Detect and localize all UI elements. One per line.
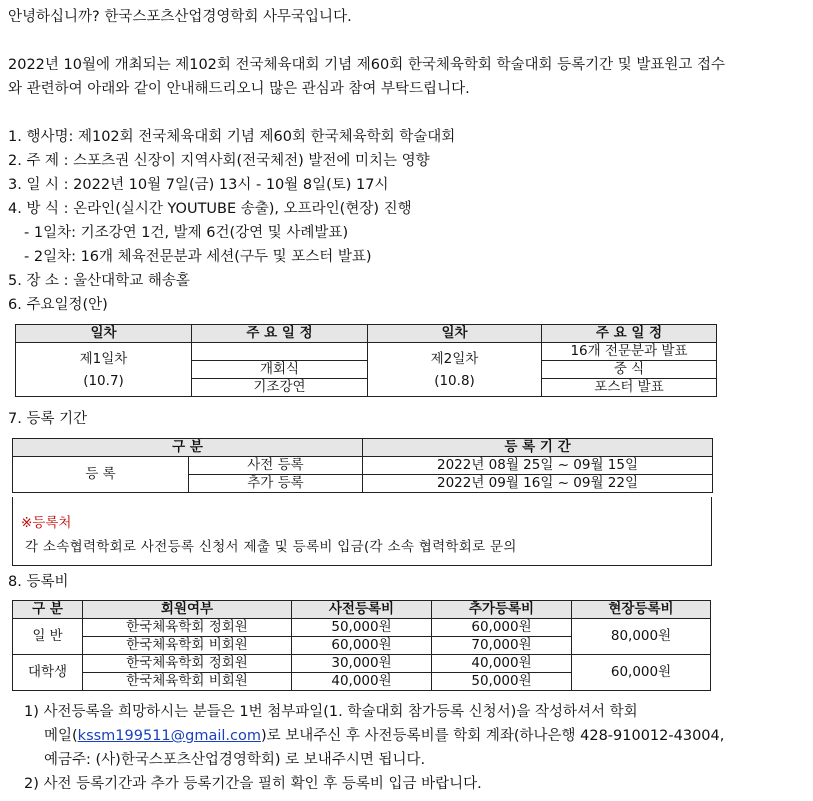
email-link[interactable]: kssm199511@gmail.com: [77, 728, 262, 744]
fee-student-onsite: 60,000원: [572, 655, 711, 691]
fee-additional: 40,000원: [432, 655, 572, 673]
fee-pre: 50,000원: [292, 619, 432, 637]
fee-member: 한국체육학회 비회원: [83, 673, 292, 691]
fee-header-additional: 추가등록비: [432, 601, 572, 619]
day2-date: (10.8): [434, 372, 475, 389]
fee-pre: 60,000원: [292, 637, 432, 655]
item-venue: 5. 장 소 : 울산대학교 해송홀: [8, 273, 190, 289]
additional-registration-period: 2022년 09월 16일 ~ 09월 22일: [363, 475, 713, 493]
additional-registration-label: 추가 등록: [189, 475, 363, 493]
registration-header-category: 구 분: [13, 439, 363, 457]
day1-label: 제1일차: [79, 350, 128, 367]
day2-cell: [368, 343, 542, 397]
schedule-header-events: 주 요 일 정: [542, 325, 717, 343]
footnote-1-line-1: 1) 사전등록을 희망하시는 분들은 1번 첨부파일(1. 학술대회 참가등록 신청서)을 작성하셔서 학회: [24, 704, 638, 720]
fee-member: 한국체육학회 정회원: [83, 655, 292, 673]
item-event: 1. 행사명: 제102회 전국체육대회 기념 제60회 한국체육학회 학술대회: [8, 129, 456, 145]
day2-event: 포스터 발표: [542, 379, 717, 397]
day2-label: 제2일차: [430, 350, 479, 367]
schedule-heading: 6. 주요일정(안): [8, 297, 108, 313]
item-method-day1: - 1일차: 기조강연 1건, 발제 6건(강연 및 사례발표): [24, 225, 349, 241]
fee-header-onsite: 현장등록비: [572, 601, 711, 619]
fee-table: [12, 600, 711, 691]
intro-line-1: 2022년 10월에 개최되는 제102회 전국체육대회 기념 제60회 한국체육학회 학술대회 등록기간 및 발표원고 접수: [8, 57, 726, 73]
schedule-header-day: 일차: [16, 325, 192, 343]
registration-note-title: ※등록처: [21, 515, 72, 531]
day2-event: 중 식: [542, 361, 717, 379]
fee-pre: 40,000원: [292, 673, 432, 691]
item-theme: 2. 주 제 : 스포츠권 신장이 지역사회(전국체전) 발전에 미치는 영향: [8, 153, 430, 169]
intro-line-2: 와 관련하여 아래와 같이 안내해드리오니 많은 관심과 참여 부탁드립니다.: [8, 81, 470, 97]
fee-additional: 70,000원: [432, 637, 572, 655]
fee-pre: 30,000원: [292, 655, 432, 673]
schedule-header-day: 일차: [368, 325, 542, 343]
fee-heading: 8. 등록비: [8, 574, 69, 590]
registration-header-period: 등 록 기 간: [363, 439, 713, 457]
footnote-1-text: 메일(: [44, 728, 78, 744]
fee-header-category: 구 분: [13, 601, 83, 619]
day1-cell: [16, 343, 192, 397]
day1-date: (10.7): [83, 372, 124, 389]
day1-event: 개회식: [192, 361, 368, 379]
registration-heading: 7. 등록 기간: [8, 411, 88, 427]
fee-student-label: 대학생: [13, 655, 83, 691]
registration-table: [12, 438, 713, 493]
fee-header-pre: 사전등록비: [292, 601, 432, 619]
footnote-1-line-2: [44, 726, 724, 746]
fee-header-membership: 회원여부: [83, 601, 292, 619]
footnote-2: 2) 사전 등록기간과 추가 등록기간을 필히 확인 후 등록비 입금 바랍니다.: [24, 776, 482, 792]
item-date: 3. 일 시 : 2022년 10월 7일(금) 13시 - 10월 8일(토) 17시: [8, 177, 389, 193]
registration-note-body: 각 소속협력학회로 사전등록 신청서 제출 및 등록비 입금(각 소속 협력학회로 문의: [25, 539, 517, 555]
fee-member: 한국체육학회 비회원: [83, 637, 292, 655]
day1-event: 기조강연: [192, 379, 368, 397]
day2-event: 16개 전문분과 발표: [542, 343, 717, 361]
fee-general-onsite: 80,000원: [572, 619, 711, 655]
greeting: 안녕하십니까? 한국스포츠산업경영학회 사무국입니다.: [8, 9, 352, 25]
fee-additional: 50,000원: [432, 673, 572, 691]
item-method-day2: - 2일차: 16개 체육전문분과 세션(구두 및 포스터 발표): [24, 249, 372, 265]
fee-additional: 60,000원: [432, 619, 572, 637]
footnote-1-text: )로 보내주신 후 사전등록비를 학회 계좌(하나은행 428-910012-43004,: [261, 728, 725, 744]
day1-event-empty: [192, 343, 368, 361]
registration-row-label: 등 록: [13, 457, 189, 493]
pre-registration-period: 2022년 08월 25일 ~ 09월 15일: [363, 457, 713, 475]
schedule-table: [15, 324, 717, 397]
registration-note-box: [12, 497, 712, 566]
fee-general-label: 일 반: [13, 619, 83, 655]
item-method: 4. 방 식 : 온라인(실시간 YOUTUBE 송출), 오프라인(현장) 진행: [8, 201, 412, 217]
schedule-header-events: 주 요 일 정: [192, 325, 368, 343]
pre-registration-label: 사전 등록: [189, 457, 363, 475]
fee-member: 한국체육학회 정회원: [83, 619, 292, 637]
footnote-1-line-3: 예금주: (사)한국스포츠산업경영학회) 로 보내주시면 됩니다.: [44, 752, 426, 768]
